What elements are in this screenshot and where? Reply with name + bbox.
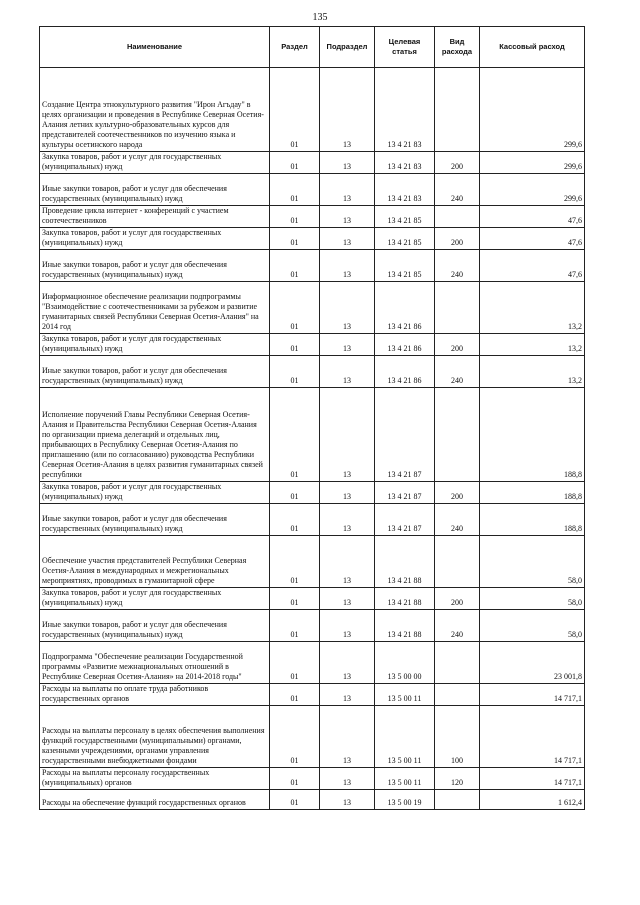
- row-amount: 188,8: [480, 482, 585, 504]
- row-statya: 13 4 21 85: [375, 250, 435, 282]
- row-razdel: 01: [270, 68, 320, 152]
- header-statya: Целевая статья: [375, 27, 435, 68]
- row-amount: 23 001,8: [480, 642, 585, 684]
- row-name: Иные закупки товаров, работ и услуг для обеспечения государственных (муниципальных) нужд: [40, 250, 270, 282]
- row-podrazdel: 13: [320, 482, 375, 504]
- row-name: Иные закупки товаров, работ и услуг для обеспечения государственных (муниципальных) нужд: [40, 356, 270, 388]
- row-name: Закупка товаров, работ и услуг для государственных (муниципальных) нужд: [40, 482, 270, 504]
- row-podrazdel: 13: [320, 768, 375, 790]
- row-podrazdel: 13: [320, 504, 375, 536]
- header-vid: Вид расхода: [435, 27, 480, 68]
- row-statya: 13 4 21 83: [375, 152, 435, 174]
- row-statya: 13 5 00 11: [375, 684, 435, 706]
- row-vid: 240: [435, 356, 480, 388]
- row-statya: 13 4 21 86: [375, 334, 435, 356]
- row-vid: 240: [435, 504, 480, 536]
- row-statya: 13 4 21 85: [375, 228, 435, 250]
- row-name: Расходы на выплаты по оплате труда работников государственных органов: [40, 684, 270, 706]
- row-amount: 14 717,1: [480, 684, 585, 706]
- row-razdel: 01: [270, 356, 320, 388]
- row-razdel: 01: [270, 334, 320, 356]
- row-name: Информационное обеспечение реализации подпрограммы "Взаимодействие с соотечественниками за рубежом и развитие гуманитарных связей Республики Северная Осетия-Алания" на 2014 год: [40, 282, 270, 334]
- row-podrazdel: 13: [320, 684, 375, 706]
- row-vid: 100: [435, 706, 480, 768]
- row-podrazdel: 13: [320, 174, 375, 206]
- row-name: Закупка товаров, работ и услуг для государственных (муниципальных) нужд: [40, 588, 270, 610]
- row-name: Подпрограмма "Обеспечение реализации Государственной программы «Развитие межнациональных отношений в Республике Северная Осетия-Алания» на 2014-2018 годы": [40, 642, 270, 684]
- page-number: 135: [312, 12, 328, 23]
- row-name: Исполнение поручений Главы Республики Северная Осетия-Алания и Правительства Республики Северная Осетия-Алания по организации приема делегаций и отдельных лиц, прибывающих в Республику Северная Осетия-Алания по приглашению (или по согласованию) руководства Республики Северная Осетия-Алания в целях развития гуманитарных связей республики: [40, 388, 270, 482]
- row-razdel: 01: [270, 174, 320, 206]
- row-razdel: 01: [270, 536, 320, 588]
- row-podrazdel: 13: [320, 610, 375, 642]
- row-podrazdel: 13: [320, 228, 375, 250]
- budget-table: [39, 26, 585, 810]
- header-razdel: Раздел: [270, 27, 320, 68]
- row-statya: 13 4 21 87: [375, 482, 435, 504]
- row-amount: 47,6: [480, 206, 585, 228]
- row-name: Закупка товаров, работ и услуг для государственных (муниципальных) нужд: [40, 228, 270, 250]
- table-row: [40, 206, 585, 228]
- row-statya: 13 4 21 86: [375, 356, 435, 388]
- row-vid: [435, 388, 480, 482]
- row-amount: 14 717,1: [480, 706, 585, 768]
- row-podrazdel: 13: [320, 588, 375, 610]
- table-row: [40, 706, 585, 768]
- row-statya: 13 5 00 11: [375, 768, 435, 790]
- table-row: [40, 334, 585, 356]
- table-row: [40, 642, 585, 684]
- row-podrazdel: 13: [320, 388, 375, 482]
- row-name: Закупка товаров, работ и услуг для государственных (муниципальных) нужд: [40, 152, 270, 174]
- row-vid: [435, 282, 480, 334]
- row-statya: 13 4 21 88: [375, 588, 435, 610]
- table-row: [40, 228, 585, 250]
- table-row: [40, 388, 585, 482]
- row-name: Проведение цикла интернет - конференций с участием соотечественников: [40, 206, 270, 228]
- row-name: Обеспечение участия представителей Республики Северная Осетия-Алания в международных и межрегиональных мероприятиях, проводимых в гуманитарной сфере: [40, 536, 270, 588]
- row-amount: 299,6: [480, 68, 585, 152]
- row-razdel: 01: [270, 790, 320, 810]
- row-razdel: 01: [270, 388, 320, 482]
- row-vid: 200: [435, 588, 480, 610]
- row-vid: 240: [435, 610, 480, 642]
- row-vid: 120: [435, 768, 480, 790]
- table-row: [40, 504, 585, 536]
- row-amount: 47,6: [480, 250, 585, 282]
- row-amount: 1 612,4: [480, 790, 585, 810]
- row-razdel: 01: [270, 250, 320, 282]
- row-razdel: 01: [270, 684, 320, 706]
- header-amount: Кассовый расход: [480, 27, 585, 68]
- table-row: [40, 768, 585, 790]
- row-podrazdel: 13: [320, 536, 375, 588]
- row-statya: 13 4 21 83: [375, 68, 435, 152]
- row-podrazdel: 13: [320, 206, 375, 228]
- row-statya: 13 5 00 00: [375, 642, 435, 684]
- header-podrazdel: Подраздел: [320, 27, 375, 68]
- row-vid: [435, 642, 480, 684]
- row-amount: 188,8: [480, 504, 585, 536]
- row-vid: 200: [435, 334, 480, 356]
- row-vid: [435, 684, 480, 706]
- table-row: [40, 684, 585, 706]
- row-podrazdel: 13: [320, 334, 375, 356]
- row-razdel: 01: [270, 152, 320, 174]
- row-podrazdel: 13: [320, 152, 375, 174]
- row-podrazdel: 13: [320, 356, 375, 388]
- row-amount: 14 717,1: [480, 768, 585, 790]
- row-statya: 13 4 21 87: [375, 388, 435, 482]
- header-name: Наименование: [40, 27, 270, 68]
- row-razdel: 01: [270, 642, 320, 684]
- table-row: [40, 282, 585, 334]
- row-razdel: 01: [270, 206, 320, 228]
- row-statya: 13 4 21 86: [375, 282, 435, 334]
- row-amount: 188,8: [480, 388, 585, 482]
- table-body: [40, 68, 585, 810]
- row-statya: 13 4 21 85: [375, 206, 435, 228]
- table-row: [40, 610, 585, 642]
- table-row: [40, 174, 585, 206]
- table-row: [40, 152, 585, 174]
- row-amount: 13,2: [480, 282, 585, 334]
- table-row: [40, 482, 585, 504]
- row-name: Закупка товаров, работ и услуг для государственных (муниципальных) нужд: [40, 334, 270, 356]
- table-row: [40, 356, 585, 388]
- table-row: [40, 250, 585, 282]
- row-name: Расходы на выплаты персоналу государственных (муниципальных) органов: [40, 768, 270, 790]
- row-podrazdel: 13: [320, 706, 375, 768]
- row-statya: 13 5 00 19: [375, 790, 435, 810]
- table-row: [40, 536, 585, 588]
- row-statya: 13 4 21 83: [375, 174, 435, 206]
- row-vid: 200: [435, 152, 480, 174]
- row-statya: 13 4 21 88: [375, 610, 435, 642]
- row-amount: 13,2: [480, 334, 585, 356]
- row-vid: [435, 536, 480, 588]
- row-statya: 13 4 21 88: [375, 536, 435, 588]
- table-row: [40, 790, 585, 810]
- table-row: [40, 588, 585, 610]
- row-podrazdel: 13: [320, 790, 375, 810]
- table-header-row: [40, 27, 585, 68]
- row-amount: 58,0: [480, 588, 585, 610]
- row-razdel: 01: [270, 768, 320, 790]
- row-vid: 240: [435, 174, 480, 206]
- row-amount: 58,0: [480, 610, 585, 642]
- row-name: Иные закупки товаров, работ и услуг для обеспечения государственных (муниципальных) нужд: [40, 174, 270, 206]
- row-vid: [435, 206, 480, 228]
- row-podrazdel: 13: [320, 68, 375, 152]
- table-row: [40, 68, 585, 152]
- row-amount: 47,6: [480, 228, 585, 250]
- row-podrazdel: 13: [320, 642, 375, 684]
- row-name: Расходы на обеспечение функций государственных органов: [40, 790, 270, 810]
- row-vid: 200: [435, 228, 480, 250]
- row-vid: 200: [435, 482, 480, 504]
- row-name: Иные закупки товаров, работ и услуг для обеспечения государственных (муниципальных) нужд: [40, 504, 270, 536]
- row-amount: 299,6: [480, 174, 585, 206]
- row-razdel: 01: [270, 282, 320, 334]
- row-vid: [435, 790, 480, 810]
- row-podrazdel: 13: [320, 282, 375, 334]
- row-name: Иные закупки товаров, работ и услуг для обеспечения государственных (муниципальных) нужд: [40, 610, 270, 642]
- row-name: Создание Центра этнокультурного развития "Ирон Агъдау" в целях организации и проведения в Республике Северная Осетия-Алания летних культурно-образовательных курсов для представителей соотечественников по изучению языка и культуры осетинского народа: [40, 68, 270, 152]
- row-podrazdel: 13: [320, 250, 375, 282]
- row-razdel: 01: [270, 588, 320, 610]
- row-statya: 13 4 21 87: [375, 504, 435, 536]
- row-vid: 240: [435, 250, 480, 282]
- row-statya: 13 5 00 11: [375, 706, 435, 768]
- row-razdel: 01: [270, 706, 320, 768]
- row-amount: 299,6: [480, 152, 585, 174]
- row-razdel: 01: [270, 610, 320, 642]
- row-name: Расходы на выплаты персоналу в целях обеспечения выполнения функций государственными (муниципальными) органами, казенными учреждениями, органами управления государственными внебюджетными фондами: [40, 706, 270, 768]
- row-razdel: 01: [270, 504, 320, 536]
- row-amount: 13,2: [480, 356, 585, 388]
- row-razdel: 01: [270, 482, 320, 504]
- row-vid: [435, 68, 480, 152]
- row-razdel: 01: [270, 228, 320, 250]
- row-amount: 58,0: [480, 536, 585, 588]
